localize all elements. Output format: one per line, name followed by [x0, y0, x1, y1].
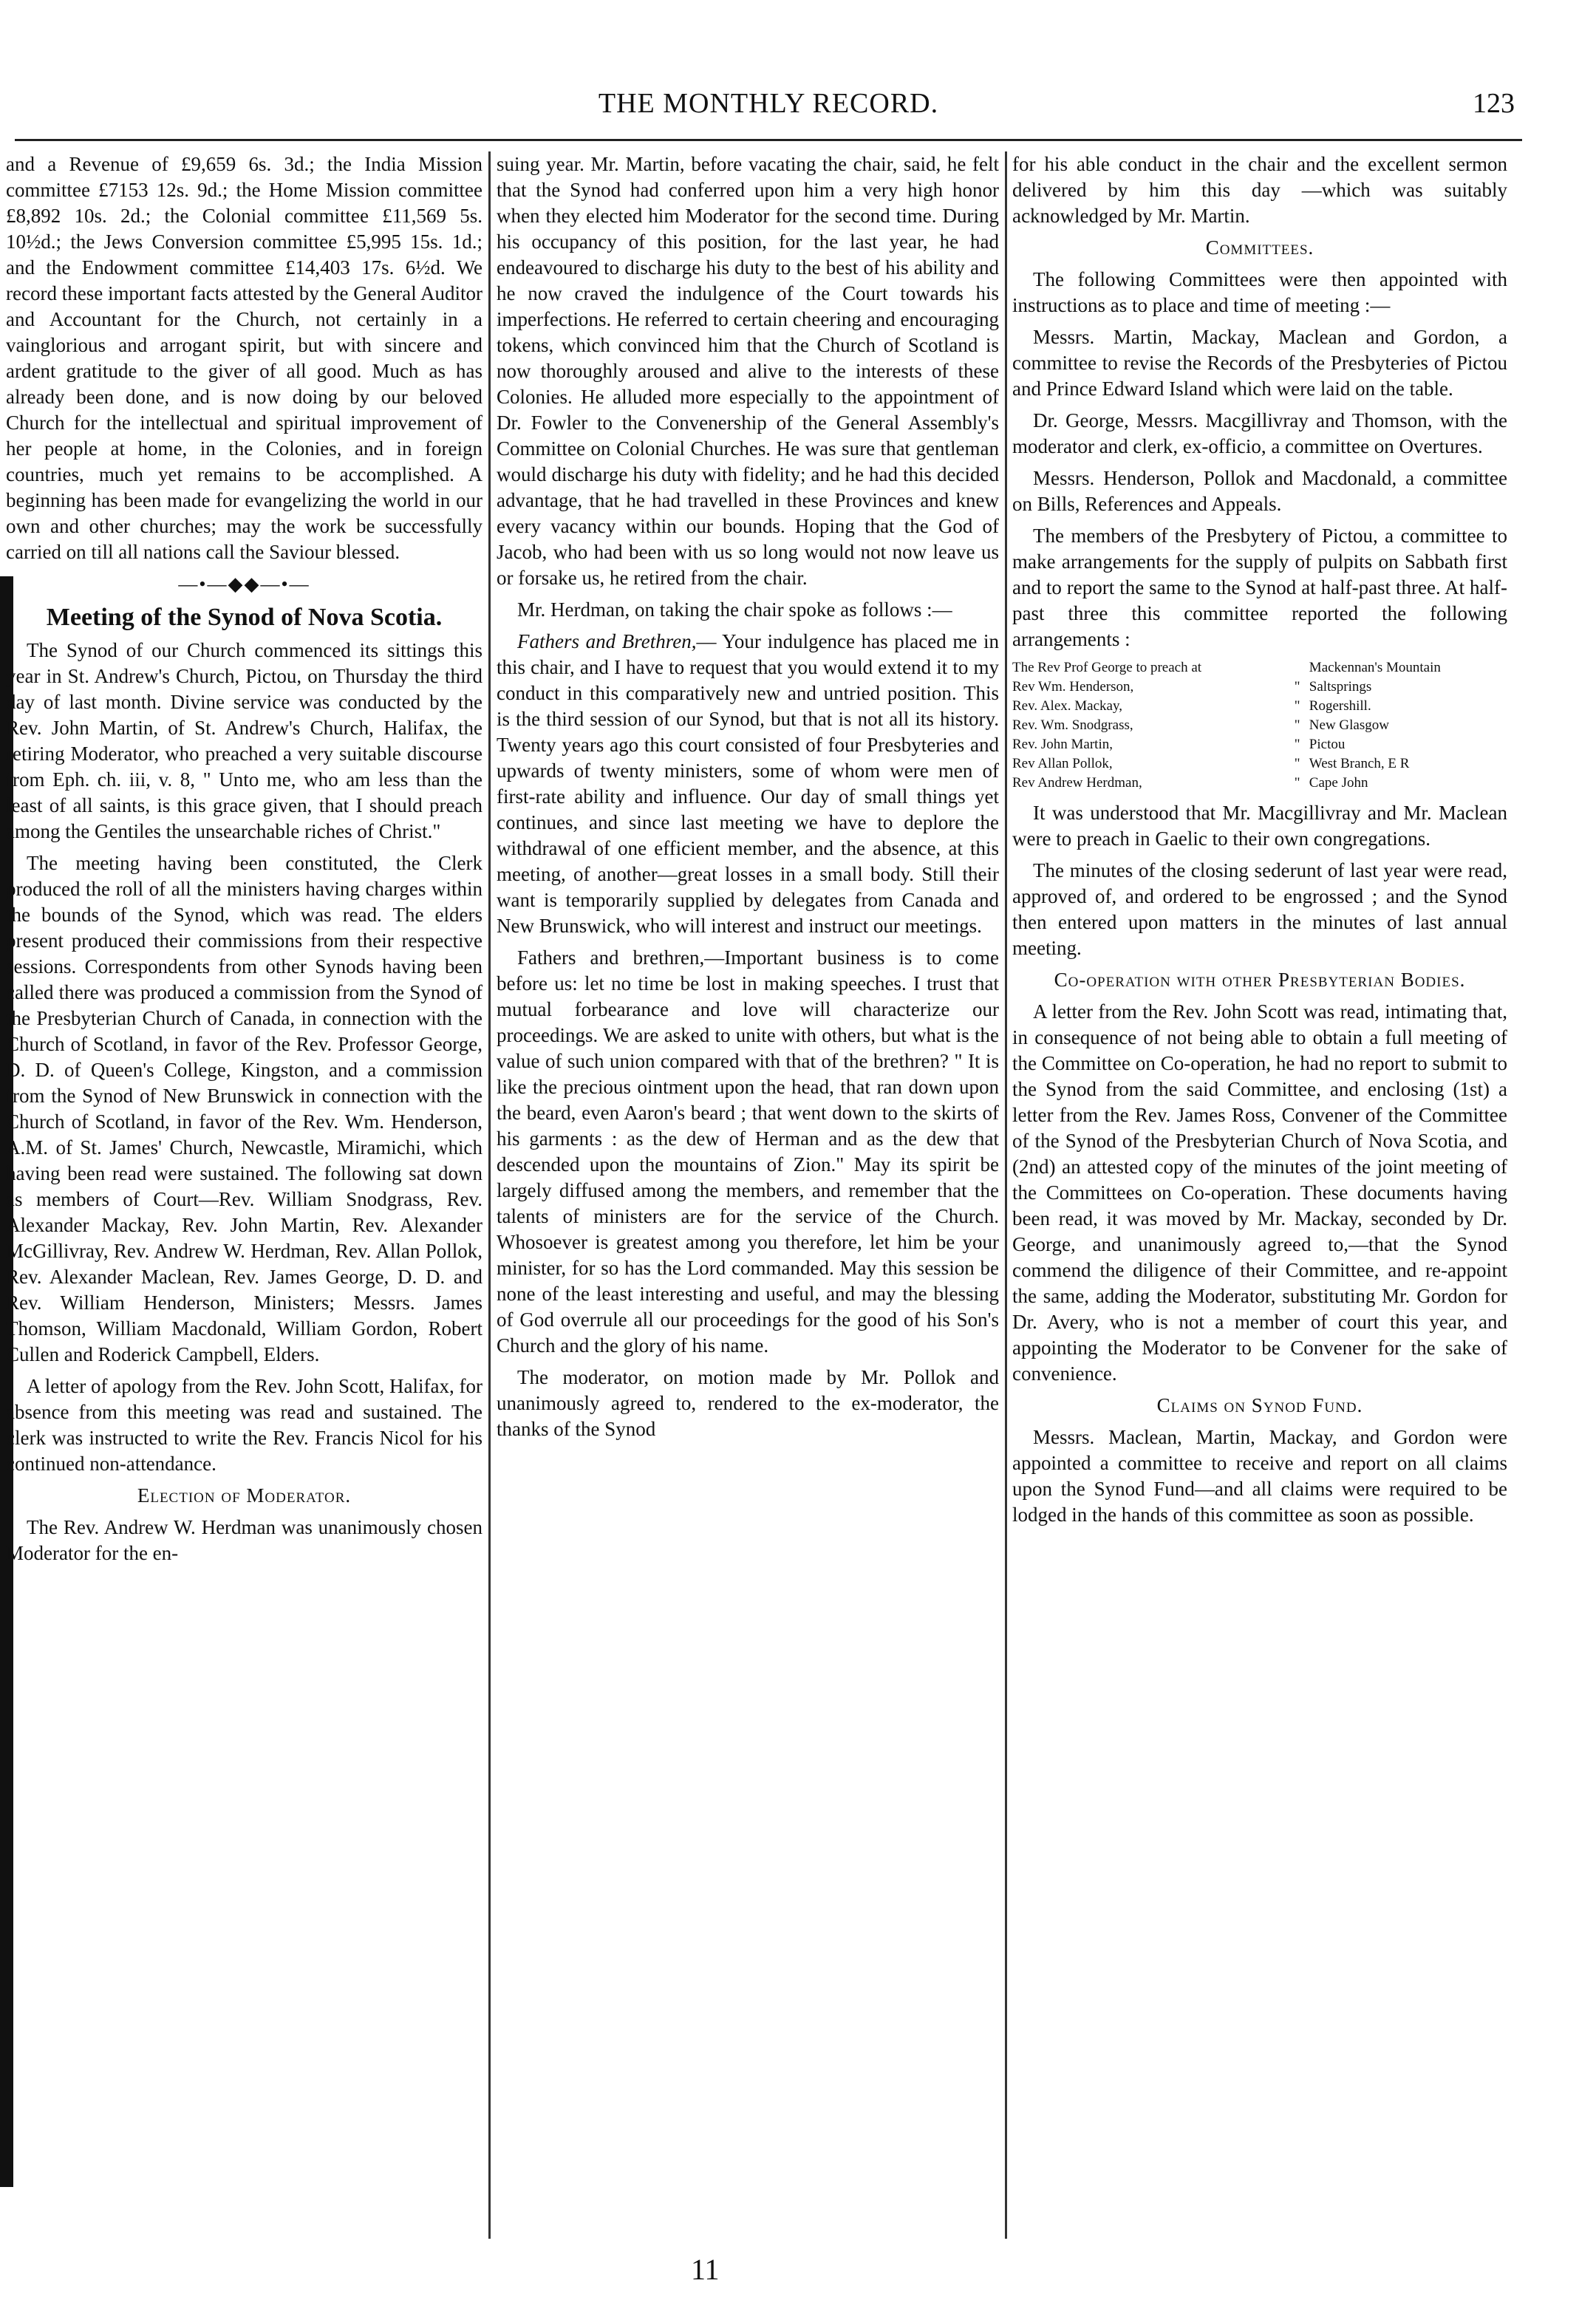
signature-mark: 11 [691, 2253, 720, 2286]
paragraph: suing year. Mr. Martin, before vacating the chair, said, he felt that the Synod had conferred upon him a very high honor when they elected him Moderator for the second time. During his occupancy of this position, for the last year, he had endeavoured to discharge his duty to the best of his ability and he now craved the indulgence of the Court towards his imperfections. He referred to certain cheering and encouraging tokens, which convinced him that the Church of Scotland is now thoroughly aroused and alive to the interests of these Colonies. He alluded more especially to the appointment of Dr. Fowler to the Convenership of the General Assembly's Committee on Colonial Churches. He was sure that gentleman would discharge his duty with fidelity; and he had this decided advantage, that he had travelled in these Provinces and knew every vacancy within our bounds. Hoping that the God of Jacob, who had been with us so long would not now leave us or forsake us, he retired from the chair. [497, 153, 999, 589]
ditto-mark: " [1294, 717, 1300, 733]
paragraph: The meeting having been constituted, the Clerk produced the roll of all the ministers having charges within the bounds of the Synod, which was read. The elders present produced their commissions from their respective sessions. Correspondents from other Synods having been called there was produced a commission from the Synod of the Presbyterian Church of Canada, in connection with the Church of Scotland, in favor of the Rev. Professor George, D. D. of Queen's College, Kingston, and a commission from the Synod of New Brunswick in connection with the Church of Scotland, in favor of the Rev. Wm. Henderson, A.M. of St. James' Church, Newcastle, Miramichi, which having been read were sustained. The following sat down as members of Court—Rev. William Snodgrass, Rev. Alexander Mackay, Rev. John Martin, Rev. Alexander McGillivray, Rev. Andrew W. Herdman, Rev. Allan Pollok, Rev. Alexander Maclean, Rev. James George, D. D. and Rev. William Henderson, Ministers; Messrs. James Thomson, William Macdonald, William Gordon, Robert Cullen and Roderick Campbell, Elders. [6, 852, 482, 1365]
paragraph: It was understood that Mr. Macgillivray and Mr. Maclean were to preach in Gaelic to their own congregations. [1012, 802, 1507, 850]
appointment-place: Cape John [1309, 775, 1368, 791]
paragraph: Messrs. Martin, Mackay, Maclean and Gordon, a committee to revise the Records of the Presbyteries of Pictou and Prince Edward Island which were laid on the table. [1012, 326, 1507, 400]
ditto-mark: " [1294, 775, 1300, 791]
page-header [22, 87, 1515, 132]
appointment-place: New Glasgow [1309, 717, 1389, 733]
column-3 [1012, 151, 1507, 2239]
section-subheading: Co-operation with other Presbyterian Bodies. [1054, 969, 1466, 991]
paragraph: The Rev. Andrew W. Herdman was unanimously chosen Moderator for the en- [6, 1516, 482, 1564]
paragraph: for his able conduct in the chair and the excellent sermon delivered by him this day —which was suitably acknowledged by Mr. Martin. [1012, 153, 1507, 227]
paragraph: The Synod of our Church commenced its sittings this year in St. Andrew's Church, Pictou, on Thursday the third day of last month. Divine service was conducted by the Rev. John Martin, of St. Andrew's Church, Halifax, the retiring Moderator, who preached a very suitable discourse from Eph. ch. iii, v. 8, " Unto me, who am less than the least of all saints, is this grace given, that I should preach among the Gentiles the unsearchable riches of Christ." [6, 639, 482, 842]
table-row [1012, 716, 1507, 735]
paragraph: The members of the Presbytery of Pictou, a committee to make arrangements for the supply of pulpits on Sabbath first and to report the same to the Synod at half-past three. At half-past three this committee reported the following arrangements : [1012, 525, 1507, 650]
paragraph: A letter from the Rev. John Scott was read, intimating that, in consequence of not being able to obtain a full meeting of the Committee on Co-operation, he had no report to submit to the Synod from the said Committee, and enclosing (1st) a letter from the Rev. James Ross, Convener of the Committee of the Synod of the Presbyterian Church of Nova Scotia, and (2nd) an attested copy of the minutes of the joint meeting of the Committees on Co-operation. These documents having been read, it was moved by Mr. Mackay, seconded by Dr. George, and unanimously agreed to,—that the Synod commend the diligence of their Committee, and re-appoint the same, adding the Moderator, substituting Mr. Gordon for Dr. Avery, who is not a member of court this year, and appointing the Moderator to be Convener for the sake of convenience. [1012, 1000, 1507, 1385]
ditto-mark: " [1294, 679, 1300, 695]
ditto-mark [1295, 658, 1309, 678]
paragraph: Messrs. Maclean, Martin, Mackay, and Gordon were appointed a committee to receive and report on all claims upon the Synod Fund—and all claims were required to be lodged in the hands of this committee as soon as possible. [1012, 1426, 1507, 1526]
paragraph: The following Committees were then appointed with instructions as to place and time of meeting :— [1012, 268, 1507, 316]
appointee: Rev Andrew Herdman, [1012, 775, 1142, 791]
paragraph: The moderator, on motion made by Mr. Pollok and unanimously agreed to, rendered to the ex-moderator, the thanks of the Synod [497, 1366, 999, 1440]
running-title: THE MONTHLY RECORD. [598, 88, 939, 119]
appointment-place: Rogershill. [1309, 698, 1371, 714]
appointee: The Rev Prof George to preach at [1012, 660, 1202, 675]
appointee: Rev Allan Pollok, [1012, 756, 1113, 771]
paragraph: Messrs. Henderson, Pollok and Macdonald, a committee on Bills, References and Appeals. [1012, 467, 1507, 515]
salutation: Fathers and Brethren, [517, 630, 697, 652]
paragraph-text: — Your indulgence has placed me in this chair, and I have to request that you would extend it to my conduct in this comparatively new and untried position. This is the third session of our Synod, but that is not all its history. Twenty years ago this court consisted of four Presbyteries and upwards of twenty ministers, some of whom were men of first-rate ability and influence. Our day of small things yet continues, and since last meeting we have to deplore the withdrawal of one efficient member, and the absence, at this meeting, of another—great losses in a small body. Still their want is temporarily supplied by delegates from Canada and New Brunswick, who will interest and instruct our meetings. [497, 630, 1000, 937]
table-row [1012, 754, 1507, 774]
page-number: 123 [1473, 88, 1515, 119]
table-row [1012, 735, 1507, 754]
ditto-mark: " [1294, 737, 1300, 752]
table-row [1012, 774, 1507, 793]
table-row [1012, 678, 1507, 697]
paragraph: Fathers and brethren,—Important business is to come before us: let no time be lost in making speeches. I trust that mutual forbearance and love will characterize our proceedings. We are asked to unite with others, but what is the value of such union compared with that of the brethren? " It is like the precious ointment upon the head, that ran down upon the beard, even Aaron's beard ; that went down to the skirts of his garments : as the dew of Herman and as the dew that descended upon the mountains of Zion." May its spirit be largely diffused among the members, and remember that the talents of ministers are for the service of the Church. Whosoever is greatest among you therefore, let him be your minister, for so has the Lord commanded. May this session be none of the least interesting and useful, and may the blessing of God overrule all our proceedings for the good of his Son's Church and the glory of his name. [497, 946, 999, 1357]
section-subheading: Committees. [1205, 236, 1314, 259]
appointment-place: West Branch, E R [1309, 756, 1410, 771]
ditto-mark: " [1294, 756, 1300, 771]
ditto-mark: " [1294, 698, 1300, 714]
column-1 [6, 151, 491, 2239]
ornamental-separator: —•—◆◆—•— [178, 573, 310, 595]
appointee: Rev. Wm. Snodgrass, [1012, 717, 1133, 733]
column-2 [497, 151, 1007, 2239]
table-row [1012, 697, 1507, 716]
appointee: Rev. John Martin, [1012, 737, 1113, 752]
table-row [1012, 658, 1507, 678]
paragraph: Dr. George, Messrs. Macgillivray and Thomson, with the moderator and clerk, ex-officio, a committee on Overtures. [1012, 409, 1507, 457]
appointment-place: Mackennan's Mountain [1309, 660, 1441, 675]
section-subheading: Election of Moderator. [137, 1484, 352, 1507]
appointment-place: Saltsprings [1309, 679, 1372, 695]
paragraph [497, 629, 999, 939]
paragraph: Mr. Herdman, on taking the chair spoke as follows :— [517, 598, 952, 621]
paragraph: and a Revenue of £9,659 6s. 3d.; the India Mission committee £7153 12s. 9d.; the Home Mission committee £8,892 10s. 2d.; the Colonial committee £11,569 5s. 10½d.; the Jews Conversion committee £5,995 15s. 1d.; and the Endowment committee £14,403 17s. 6½d. We record these important facts attested by the General Auditor and Accountant for the Church, not certainly in a vainglorious and arrogant spirit, but with sincere and ardent gratitude to the giver of all good. Much as has already been done, and is now doing by our beloved Church for the intellectual and spiritual improvement of her people at home, in the Colonies, and in foreign countries, much yet remains to be accomplished. A beginning has been made for evangelizing the world in our own and other churches; may the work be successfully carried on till all nations call the Saviour blessed. [6, 153, 482, 563]
appointee: Rev Wm. Henderson, [1012, 679, 1134, 695]
section-subheading: Claims on Synod Fund. [1156, 1394, 1363, 1416]
paragraph: The minutes of the closing sederunt of last year were read, approved of, and ordered to be engrossed ; and the Synod then entered upon matters in the minutes of last annual meeting. [1012, 859, 1507, 959]
header-rule [15, 139, 1522, 141]
article-heading: Meeting of the Synod of Nova Scotia. [46, 604, 443, 631]
appointee: Rev. Alex. Mackay, [1012, 698, 1122, 714]
preaching-appointments-table [1012, 658, 1507, 793]
paragraph: A letter of apology from the Rev. John Scott, Halifax, for absence from this meeting was read and sustained. The clerk was instructed to write the Rev. Francis Nicol for his continued non-attendance. [6, 1375, 482, 1475]
appointment-place: Pictou [1309, 737, 1346, 752]
